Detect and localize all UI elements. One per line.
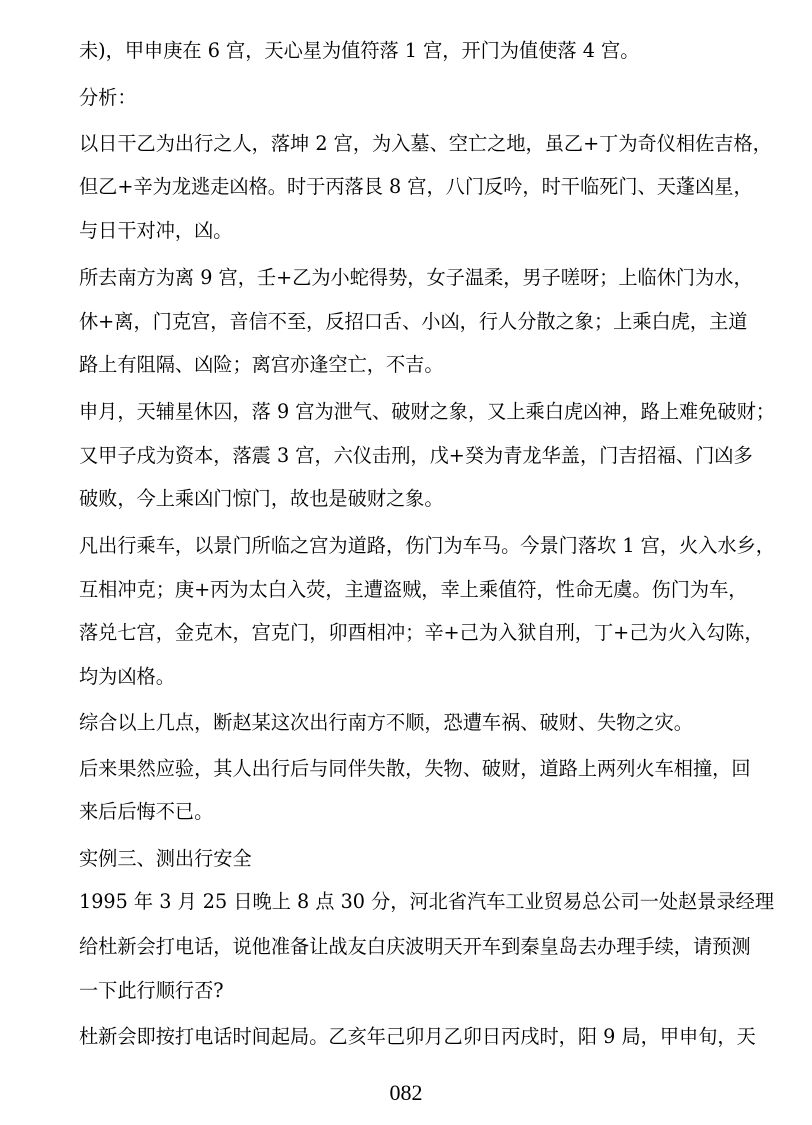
text-line: 综合以上几点，断赵某这次出行南方不顺，恐遭车祸、破财、失物之灾。 (79, 711, 693, 734)
text-line: 1995 年 3 月 25 日晚上 8 点 30 分，河北省汽车工业贸易总公司一处赵景录经理 (79, 890, 775, 913)
page-number: 082 (389, 1080, 423, 1105)
text-line: 互相冲克；庚+丙为太白入荧，主遭盗贼，幸上乘值符，性命无虞。伤门为车， (79, 578, 748, 601)
text-line: 破败，今上乘凶门惊门，故也是破财之象。 (79, 487, 444, 510)
text-line: 路上有阻隔、凶险；离宫亦逢空亡，不吉。 (79, 353, 444, 376)
text-line: 休+离，门克宫，音信不至，反招口舌、小凶，行人分散之象；上乘白虎，主道 (79, 310, 748, 333)
text-line: 但乙+辛为龙逃走凶格。时于丙落艮 8 宫，八门反吟，时干临死门、天蓬凶星， (79, 175, 753, 198)
text-line: 凡出行乘车，以景门所临之宫为道路，伤门为车马。今景门落坎 1 宫，火入水乡， (79, 534, 775, 557)
text-line: 杜新会即按打电话时间起局。乙亥年己卯月乙卯日丙戌时，阳 9 局，甲申旬，天 (79, 1025, 756, 1048)
text-line: 与日干对冲，凶。 (79, 219, 233, 242)
text-line: 又甲子戌为资本，落震 3 宫，六仪击刑，戊+癸为青龙华盖，门吉招福、门凶多 (79, 444, 753, 467)
text-line: 均为凶格。 (79, 665, 175, 688)
text-line: 后来果然应验，其人出行后与同伴失散，失物、破财，道路上两列火车相撞，回 (79, 757, 751, 780)
text-line: 一下此行顺行否? (79, 979, 224, 1002)
text-line: 给杜新会打电话，说他准备让战友白庆波明天开车到秦皇岛去办理手续，请预测 (79, 935, 751, 958)
section-heading-analysis: 分析： (79, 86, 137, 109)
text-line: 以日干乙为出行之人，落坤 2 宫，为入墓、空亡之地，虽乙+丁为奇仪相佐吉格， (79, 132, 772, 155)
text-line: 来后后悔不已。 (79, 800, 214, 823)
text-line: 所去南方为离 9 宫，壬+乙为小蛇得势，女子温柔，男子嗟呀；上临休门为水， (79, 266, 753, 289)
text-line: 落兑七宫，金克木，宫克门，卯酉相冲；辛+己为入狱自刑，丁+己为火入勾陈， (79, 621, 764, 644)
text-line: 未)，甲申庚在 6 宫，天心星为值符落 1 宫，开门为值使落 4 宫。 (79, 39, 640, 62)
text-line: 申月，天辅星休囚，落 9 宫为泄气、破财之象，又上乘白虎凶神，路上难免破财； (79, 400, 775, 423)
section-heading-example-3: 实例三、测出行安全 (79, 847, 252, 870)
